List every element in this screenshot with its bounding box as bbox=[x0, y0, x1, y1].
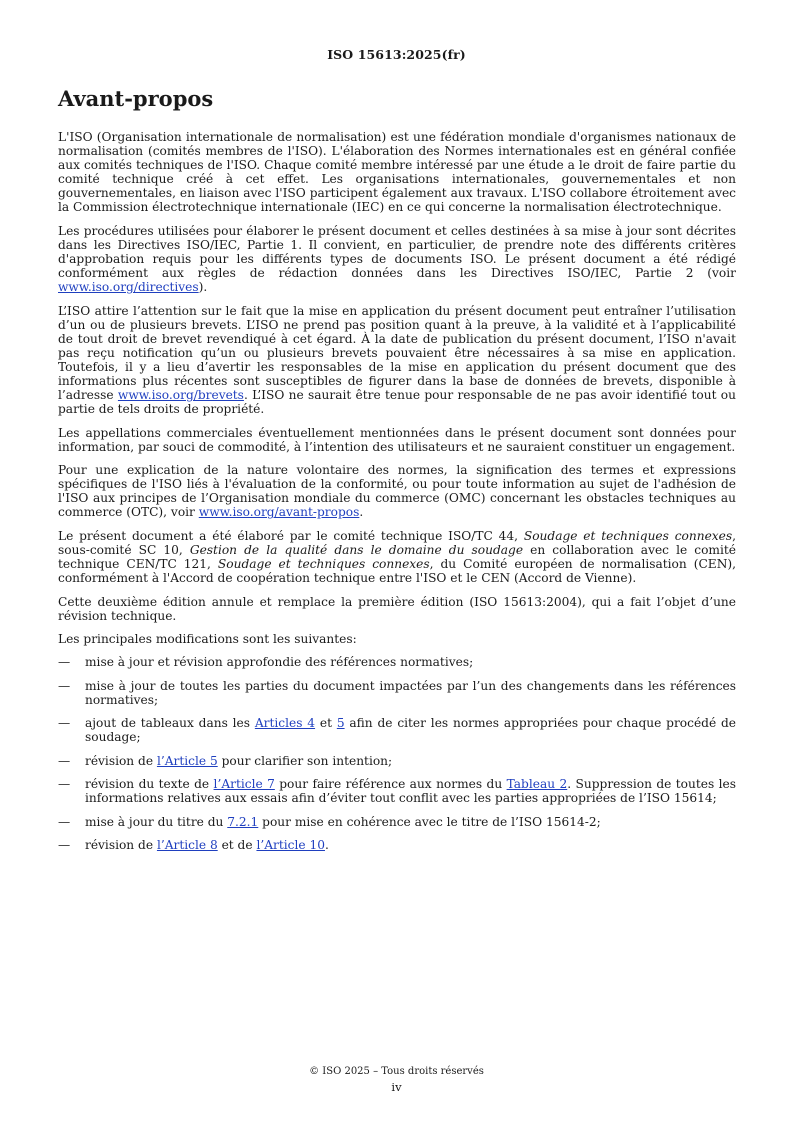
link-article-5-revision[interactable]: l’Article 5 bbox=[156, 753, 218, 768]
page-title: Avant-propos bbox=[58, 86, 214, 111]
list-item-text: et bbox=[315, 716, 337, 731]
paragraph-directives bbox=[58, 224, 736, 294]
paragraph-changes-intro: Les principales modifications sont les suivantes: bbox=[58, 631, 357, 646]
list-item-text: révision de bbox=[85, 753, 157, 768]
list-item-text: et de bbox=[217, 838, 257, 852]
list-item bbox=[58, 655, 736, 669]
paragraph-committee bbox=[58, 529, 736, 585]
list-item-text: mise à jour et révision approfondie des références normatives; bbox=[85, 655, 474, 670]
link-article-8[interactable]: l’Article 8 bbox=[156, 838, 218, 852]
paragraph-edition: Cette deuxième édition annule et remplace la première édition (ISO 15613:2004), qui a fait l’objet d’une révision technique. bbox=[58, 594, 736, 623]
paragraph-patents-end: . L’ISO ne saurait être tenue pour responsable de ne pas avoir identifié tout ou partie de tels droits de propriété. bbox=[58, 388, 736, 417]
paragraph-trade-names: Les appellations commerciales éventuellement mentionnées dans le présent document sont données pour information, par souci de commodité, à l’intention des utilisateurs et ne sauraient constituer un engagement. bbox=[58, 425, 736, 454]
committee-text-3: en collaboration avec le comité technique CEN/TC 121, bbox=[58, 542, 736, 572]
committee-text-1: Le présent document a été élaboré par le comité technique ISO/TC 44, bbox=[58, 528, 524, 543]
list-item bbox=[58, 777, 736, 805]
list-dash: — bbox=[58, 777, 71, 792]
list-item-text: afin de citer les normes appropriées pour chaque procédé de soudage; bbox=[85, 716, 737, 745]
list-dash: — bbox=[58, 753, 71, 768]
paragraph-directives-end: ). bbox=[198, 280, 208, 295]
link-articles-4[interactable]: Articles 4 bbox=[254, 716, 316, 731]
list-item-text: mise à jour de toutes les parties du document impactées par l’un des changements dans les références normatives; bbox=[85, 678, 736, 707]
page-footer bbox=[0, 1065, 793, 1094]
list-item-text: mise à jour du titre du bbox=[85, 814, 228, 829]
paragraph-patents bbox=[58, 304, 736, 417]
list-dash: — bbox=[58, 655, 71, 670]
committee-title-cen: Soudage et techniques connexes bbox=[217, 557, 430, 572]
list-dash: — bbox=[58, 814, 71, 829]
paragraph-iso-intro: L'ISO (Organisation internationale de normalisation) est une fédération mondiale d'organismes nationaux de normalisation (comités membres de l'ISO). L'élaboration des Normes internationales est en général confiée aux comités techniques de l'ISO. Chaque comité membre intéressé par une étude a le droit de faire partie du comité technique créé à cet effet. Les organisations internationales, gouvernementales et non gouvernementales, en liaison avec l'ISO participent également aux travaux. L'ISO collabore étroitement avec la Commission électrotechnique internationale (IEC) en ce qui concerne la normalisation électrotechnique. bbox=[58, 130, 736, 215]
list-item-text: pour clarifier son intention; bbox=[217, 753, 393, 768]
list-item bbox=[58, 754, 736, 768]
committee-text-2: , sous-comité SC 10, bbox=[58, 528, 736, 557]
paragraph-directives-text: Les procédures utilisées pour élaborer le présent document et celles destinées à sa mise à jour sont décrites dans les Directives ISO/IEC, Partie 1. Il convient, en particulier, de prendre note des différents critères d'approbation requis pour les différents types de documents ISO. Le présent document a été rédigé conformément aux règles de rédaction données dans les Directives ISO/IEC, Partie 2 (voir bbox=[58, 223, 736, 281]
paragraph-voluntary-text: Pour une explication de la nature volontaire des normes, la signification des termes et expressions spécifiques de l'ISO liés à l'évaluation de la conformité, ou pour toute information au sujet de l'adhésion de l'ISO aux principes de l’Organisation mondiale du commerce (OMC) concernant les obstacles techniques au commerce (OTC), voir bbox=[58, 463, 736, 520]
foreword-body bbox=[58, 130, 736, 861]
link-avant-propos[interactable]: www.iso.org/avant-propos bbox=[198, 505, 360, 520]
committee-title-sc10: Gestion de la qualité dans le domaine du soudage bbox=[189, 542, 524, 557]
list-item-text: révision du texte de bbox=[85, 777, 214, 792]
list-dash: — bbox=[58, 716, 71, 731]
document-header: ISO 15613:2025(fr) bbox=[327, 47, 466, 62]
link-directives[interactable]: www.iso.org/directives bbox=[58, 280, 199, 295]
list-item-text: . Suppression de toutes les informations relatives aux essais afin d’éviter tout conflit avec les parties appropriées de l’ISO 15614; bbox=[85, 777, 736, 806]
paragraph-patents-text: L’ISO attire l’attention sur le fait que la mise en application du présent document peut entraîner l’utilisation d’un ou de plusieurs brevets. L’ISO ne prend pas position quant à la preuve, à la validité et à l’applicabilité de tout droit de brevet revendiqué à cet égard. À la date de publication du présent document, l’ISO n'avait pas reçu notification qu’un ou plusieurs brevets pouvaient être nécessaires à sa mise en application. Toutefois, il y a lieu d’avertir les responsables de la mise en application du présent document que des informations plus récentes sont susceptibles de figurer dans la base de données de brevets, disponible à l’adresse bbox=[58, 303, 736, 403]
list-item-text: pour faire référence aux normes du bbox=[274, 777, 507, 792]
copyright-notice: © ISO 2025 – Tous droits réservés bbox=[309, 1066, 484, 1077]
link-brevets[interactable]: www.iso.org/brevets bbox=[117, 388, 244, 403]
list-item-text: révision de bbox=[85, 838, 157, 852]
link-article-5[interactable]: 5 bbox=[336, 716, 345, 731]
list-item-text: . bbox=[324, 838, 329, 852]
link-7-2-1[interactable]: 7.2.1 bbox=[227, 814, 259, 829]
list-item-text: ajout de tableaux dans les bbox=[85, 716, 255, 731]
list-item bbox=[58, 838, 736, 852]
link-tableau-2[interactable]: Tableau 2 bbox=[506, 777, 568, 792]
list-item bbox=[58, 679, 736, 707]
committee-text-4: , du Comité européen de normalisation (CEN), conformément à l'Accord de coopération technique entre l'ISO et le CEN (Accord de Vienne). bbox=[58, 557, 736, 586]
paragraph-voluntary-end: . bbox=[359, 505, 364, 520]
committee-title-tc44: Soudage et techniques connexes bbox=[523, 528, 733, 543]
link-article-7[interactable]: l’Article 7 bbox=[213, 777, 275, 792]
changes-list bbox=[58, 655, 736, 852]
list-dash: — bbox=[58, 678, 71, 693]
list-item bbox=[58, 716, 736, 744]
list-item bbox=[58, 815, 736, 829]
paragraph-voluntary-nature bbox=[58, 463, 736, 519]
list-item-text: pour mise en cohérence avec le titre de l’ISO 15614-2; bbox=[258, 814, 601, 829]
page-number: iv bbox=[391, 1079, 402, 1094]
list-dash: — bbox=[58, 838, 71, 852]
link-article-10[interactable]: l’Article 10 bbox=[256, 838, 325, 852]
